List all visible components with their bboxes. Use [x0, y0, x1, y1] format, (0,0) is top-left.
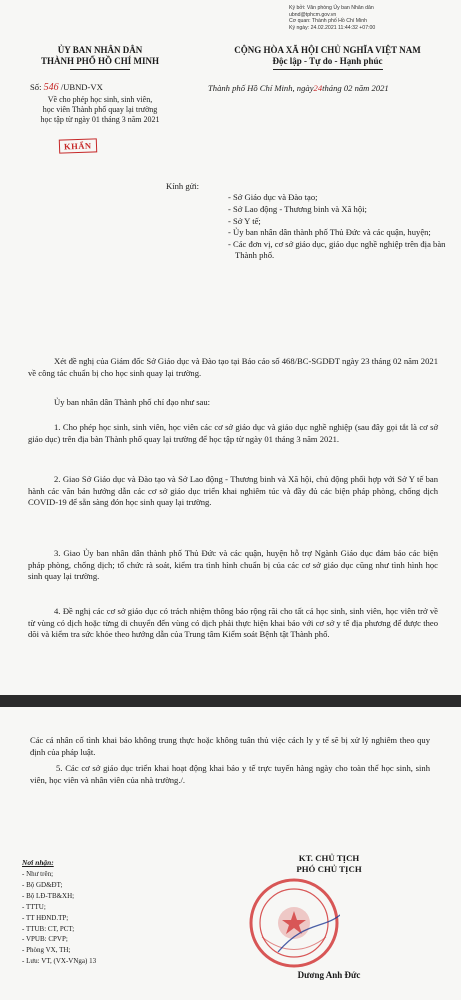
document-number — [30, 82, 103, 93]
recipient-item: - Sở Y tế; — [228, 215, 261, 226]
noi-nhan-item: - TTUB: CT, PCT; — [22, 924, 75, 933]
noi-nhan-item: - Bộ LĐ-TB&XH; — [22, 891, 75, 900]
signature-title-line-1: KT. CHỦ TỊCH — [298, 853, 360, 863]
national-header — [205, 45, 450, 70]
document-subject — [20, 95, 180, 126]
signature-org: Cơ quan: Thành phố Hồ Chí Minh — [289, 18, 367, 25]
kinh-gui-label: Kính gửi: — [166, 181, 200, 191]
recipient-item: - Ủy ban nhân dân thành phố Thủ Đức và các quận, huyện; — [228, 227, 431, 238]
subject-line-2: học viên Thành phố quay lại trường — [42, 105, 158, 115]
motto-underline — [273, 69, 383, 70]
paragraph-item-2: 2. Giao Sở Giáo dục và Đào tạo và Sở Lao động - Thương binh và Xã hội, chủ động phối hợp với Sở Y tế ban hành các văn bản hướng dẫn các cơ sở giáo dục triển khai nghiêm túc và đầy đủ các biện pháp phòng, chống dịch COVID-19 để sẵn sàng đón học sinh quay lại trường. — [28, 474, 438, 508]
national-motto: Độc lập - Tự do - Hạnh phúc — [272, 56, 383, 66]
issue-date — [208, 83, 448, 93]
signature-signer: Ký bởi: Văn phòng Ủy ban Nhân dân — [289, 5, 374, 11]
noi-nhan-item: - Bộ GD&ĐT; — [22, 880, 63, 889]
paragraph-item-5: 5. Các cơ sở giáo dục triển khai hoạt động khai báo y tế trực tuyến hàng ngày cho toàn thể học sinh, sinh viên, học viên và nhân viên của nhà trường./. — [30, 763, 430, 785]
paragraph-item-1: 1. Cho phép học sinh, sinh viên, học viên các cơ sở giáo dục và giáo dục nghề nghiệp (sau đây gọi tắt là cơ sở giáo dục) trên địa bàn Thành phố quay lại trường để học tập từ ngày 01 tháng 3 năm 2021. — [28, 422, 438, 444]
recipient-list — [228, 192, 453, 262]
noi-nhan-list — [22, 869, 96, 967]
issuer-header — [20, 45, 180, 70]
signature-title-line-2: PHÓ CHỦ TỊCH — [296, 864, 362, 874]
paragraph-item-3: 3. Giao Ủy ban nhân dân thành phố Thủ Đức và các quận, huyện hỗ trợ Ngành Giáo dục đảm bảo các biện pháp phòng, chống dịch; tổ chức rà soát, kiểm tra tình hình chuẩn bị của các cơ sở giáo dục cũng như tình hình học sinh quay lại trường. — [28, 548, 438, 582]
subject-line-3: học tập từ ngày 01 tháng 3 năm 2021 — [40, 115, 160, 125]
issue-date-suffix: tháng 02 năm 2021 — [322, 83, 389, 93]
recipient-item: - Sở Lao động - Thương binh và Xã hội; — [228, 203, 367, 214]
noi-nhan-item: - Lưu: VT, (VX-VNga) 13 — [22, 957, 97, 966]
issue-date-day: 24 — [313, 83, 323, 93]
issue-date-prefix: Thành phố Hồ Chí Minh, ngày — [208, 83, 314, 93]
signer-name: Dương Anh Đức — [297, 970, 361, 980]
recipient-item: - Các đơn vị, cơ sở giáo dục, giáo dục nghề nghiệp trên địa bàn Thành phố. — [228, 239, 446, 260]
signature-time: Ký ngày: 24.02.2021 11:44:32 +07:00 — [289, 24, 376, 31]
signature-title — [254, 853, 404, 875]
paragraph-penalty-note: Các cá nhân cố tình khai báo không trung thực hoặc không tuân thủ việc cách ly y tế sẽ bị xử lý nghiêm theo quy định của pháp luật. — [30, 735, 430, 757]
signature-email: ubnd@tphcm.gov.vn — [289, 11, 337, 18]
recipient-item: - Sở Giáo dục và Đào tạo; — [228, 192, 318, 202]
digital-signature-info — [289, 5, 375, 31]
noi-nhan-item: - TT HĐND.TP; — [22, 913, 69, 922]
document-number-value: 546 — [43, 82, 59, 93]
document-number-prefix: Số: — [30, 82, 44, 92]
national-title: CỘNG HÒA XÃ HỘI CHỦ NGHĨA VIỆT NAM — [234, 45, 421, 55]
official-seal-icon — [248, 877, 340, 969]
noi-nhan-title: Nơi nhận: — [22, 858, 54, 867]
paragraph-item-4: 4. Đề nghị các cơ sở giáo dục có trách nhiệm thông báo rộng rãi cho tất cả học sinh, sinh viên, học viên trở về từ vùng có dịch hoặc từng di chuyển đến vùng có dịch phải thực hiện khai báo với cơ sở y tế địa phương để được theo dõi và kiểm tra sức khỏe theo hướng dẫn của Trung tâm Kiểm soát Bệnh tật Thành phố. — [28, 606, 438, 640]
noi-nhan-item: - Như trên; — [22, 870, 54, 878]
issuer-line-2: THÀNH PHỐ HỒ CHÍ MINH — [40, 56, 159, 66]
document-number-suffix: /UBND-VX — [58, 82, 103, 92]
issuer-line-1: ỦY BAN NHÂN DÂN — [57, 45, 143, 55]
paragraph-preamble: Xét đề nghị của Giám đốc Sở Giáo dục và Đào tạo tại Báo cáo số 468/BC-SGDĐT ngày 23 tháng 02 năm 2021 về công tác chuẩn bị cho học sinh quay lại trường. — [28, 356, 438, 378]
issuer-underline — [70, 69, 130, 70]
noi-nhan-item: - VPUB: CPVP; — [22, 935, 68, 944]
noi-nhan-item: - Phòng VX, TH; — [22, 946, 71, 955]
noi-nhan-item: - TTTU; — [22, 902, 46, 911]
urgent-stamp: KHẨN — [59, 138, 97, 153]
subject-line-1: Về cho phép học sinh, sinh viên, — [47, 95, 153, 104]
paragraph-directive-intro: Ủy ban nhân dân Thành phố chỉ đạo như sau: — [54, 397, 211, 407]
